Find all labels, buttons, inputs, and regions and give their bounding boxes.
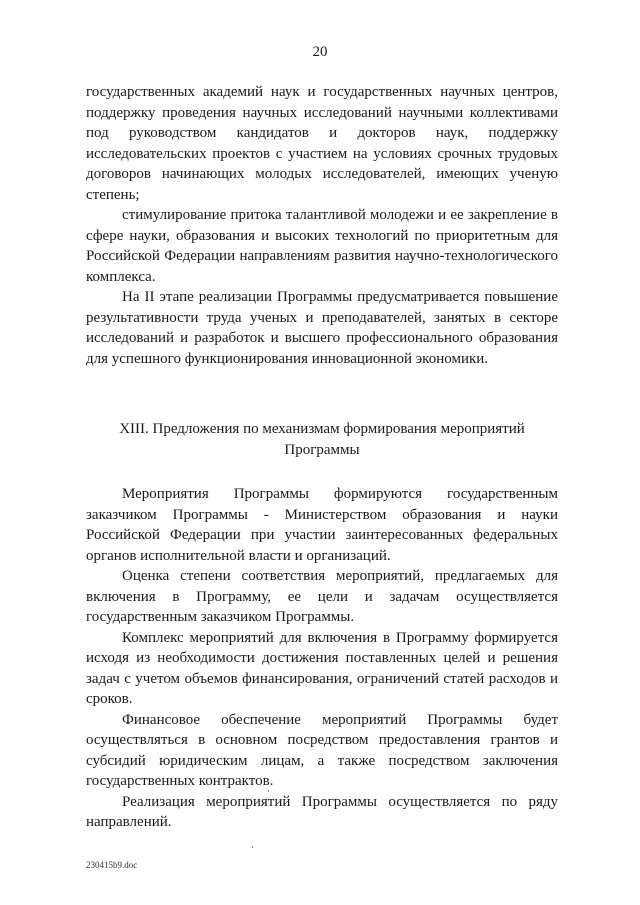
paragraph: Реализация мероприятий Программы осуществляется по ряду направлений.: [86, 793, 558, 830]
footer-file-code: 230415b9.doc: [86, 860, 138, 870]
section-heading-line: Программы: [284, 441, 360, 458]
section-heading: [86, 419, 558, 460]
paragraph: Оценка степени соответствия мероприятий, предлагаемых для включения в Программу, ее цели и задачам осуществляется государственным заказчиком Программы.: [86, 568, 558, 625]
paragraph: стимулирование притока талантливой молодежи и ее закрепление в сфере науки, образования и высоких технологий по приоритетным для Российской Федерации направлениям развития научно-технологического комплекса.: [86, 207, 558, 285]
page-number: 20: [312, 44, 328, 60]
paragraph: На II этапе реализации Программы предусматривается повышение результативности труда ученых и преподавателей, занятых в секторе исследований и разработок и высшего профессионального образования для успешного функционирования инновационной экономики.: [86, 289, 558, 367]
scan-speck: [268, 790, 269, 792]
paragraph: Финансовое обеспечение мероприятий Программы будет осуществляться в основном посредством предоставления грантов и субсидий юридическим лицам, а также посредством заключения государственных контрактов.: [86, 711, 558, 789]
scan-speck: [252, 846, 253, 848]
section-heading-line: XIII. Предложения по механизмам формирования мероприятий: [119, 421, 525, 437]
document-body: [86, 82, 558, 833]
paragraph: Комплекс мероприятий для включения в Программу формируется исходя из необходимости достижения поставленных целей и решения задач с учетом объемов финансирования, ограничений статей расходов и сроков.: [86, 629, 558, 707]
paragraph: Мероприятия Программы формируются государственным заказчиком Программы - Министерством образования и науки Российской Федерации при участии заинтересованных федеральных органов исполнительной власти и организаций.: [86, 486, 558, 564]
paragraph-continuation: государственных академий наук и государственных научных центров, поддержку проведения научных исследований научными коллективами под руководством кандидатов и докторов наук, поддержку исследовательских проектов с участием на условиях срочных трудовых договоров начинающих молодых исследователей, имеющих ученую степень;: [86, 84, 558, 203]
